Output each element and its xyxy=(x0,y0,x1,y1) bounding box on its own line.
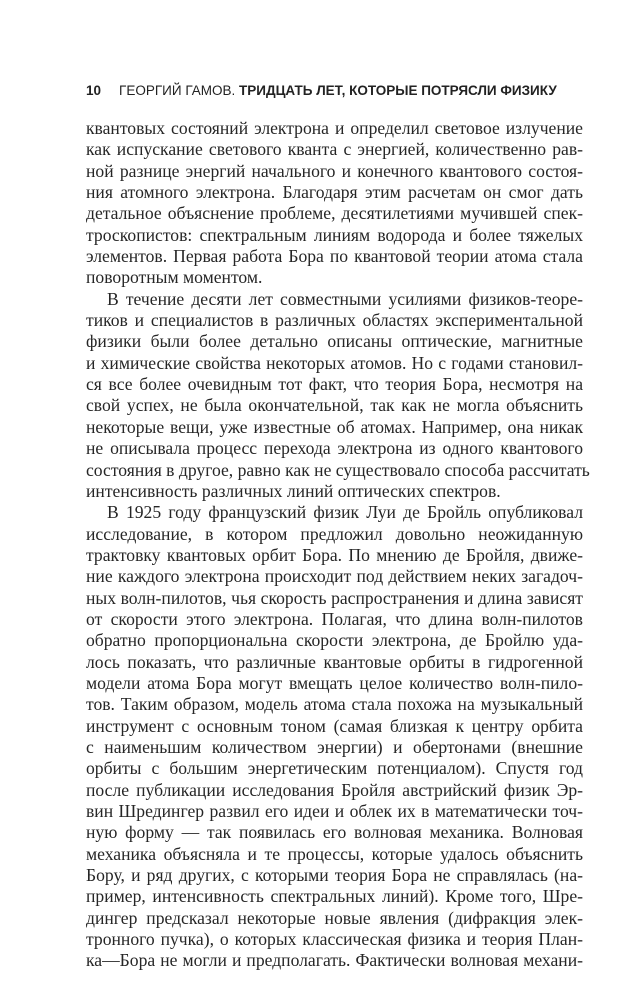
text-line: трактовку квантовых орбит Бора. По мнению де Бройля, движе- xyxy=(86,544,583,565)
text-line: ся все более очевидным тот факт, что теория Бора, несмотря на xyxy=(86,374,583,395)
text-line: обратно пропорциональна скорости электрона, де Бройлю уда- xyxy=(86,630,583,651)
text-line: тов. Таким образом, модель атома стала похожа на музыкальный xyxy=(86,694,583,715)
text-line: орбиты с большим энергетическим потенциалом). Спустя год xyxy=(86,758,583,779)
text-line: и химические свойства некоторых атомов. Но с годами становил- xyxy=(86,352,583,373)
text-line: квантовых состояний электрона и определил световое излучение xyxy=(86,118,583,138)
body-text xyxy=(86,118,590,972)
text-line: поворотным моментом. xyxy=(86,267,263,288)
text-line: ных волн-пилотов, чья скорость распространения и длина зависят xyxy=(86,587,583,608)
paragraph xyxy=(86,118,583,289)
text-line: инструмент с основным тоном (самая близкая к центру орбита xyxy=(86,715,583,736)
text-line: механика объясняла и те процессы, которые удалось объяснить xyxy=(86,843,583,864)
text-line: физики были более детально описаны оптические, магнитные xyxy=(86,331,583,352)
text-line: вин Шредингер развил его идеи и облек их в математически точ- xyxy=(86,801,583,821)
page-number: 10 xyxy=(86,83,102,98)
text-line: детальное объяснение проблеме, десятилетиями мучившей спек- xyxy=(86,203,583,224)
text-line: ную форму — так появилась его волновая механика. Волновая xyxy=(86,822,583,843)
header-author: ГЕОРГИЙ ГАМОВ. xyxy=(119,83,236,98)
text-line: В течение десяти лет совместными усилиями физиков-теоре- xyxy=(107,288,583,309)
text-line: элементов. Первая работа Бора по квантовой теории атома стала xyxy=(86,246,583,267)
text-line: как испускание светового кванта с энергией, количественно рав- xyxy=(86,139,583,160)
text-line: после публикации исследования Бройля австрийский физик Эр- xyxy=(86,779,583,800)
running-header xyxy=(86,83,586,98)
text-line: модели атома Бора могут вмещать целое количество волн-пило- xyxy=(86,672,583,693)
text-line: свой успех, не была окончательной, так как не могла объяснить xyxy=(86,395,583,416)
text-line: с наименьшим количеством энергии) и обертонами (внешние xyxy=(86,736,583,757)
paragraph xyxy=(86,288,590,502)
text-line: интенсивность различных линий оптических спектров. xyxy=(86,480,501,501)
text-line: состояния в другое, равно как не существовало способа рассчитать xyxy=(86,459,590,480)
text-line: некоторые вещи, уже известные об атомах. Например, она никак xyxy=(86,416,583,437)
text-line: тронного пучка), о которых классическая физика и теория План- xyxy=(86,929,583,950)
text-line: не описывала процесс перехода электрона из одного квантового xyxy=(86,438,583,459)
text-line: ния атомного электрона. Благодаря этим расчетам он смог дать xyxy=(86,182,583,203)
text-line: дингер предсказал некоторые новые явления (дифракция элек- xyxy=(86,907,583,928)
text-line: пример, интенсивность спектральных линий). Кроме того, Шре- xyxy=(86,886,583,907)
text-line: исследование, в котором предложил довольно неожиданную xyxy=(86,523,583,544)
paragraph xyxy=(86,502,583,972)
text-line: Бору, и ряд других, с которыми теория Бора не справлялась (на- xyxy=(86,865,583,886)
text-line: лось показать, что различные квантовые орбиты в гидрогенной xyxy=(86,651,583,672)
text-line: ние каждого электрона происходит под действием неких загадоч- xyxy=(86,566,583,587)
text-line: В 1925 году французский физик Луи де Бройль опубликовал xyxy=(107,502,583,523)
header-book-title: ТРИДЦАТЬ ЛЕТ, КОТОРЫЕ ПОТРЯСЛИ ФИЗИКУ xyxy=(239,83,557,98)
text-line: тиков и специалистов в различных областях экспериментальной xyxy=(86,310,583,331)
text-line: ка—Бора не могли и предполагать. Фактически волновая механи- xyxy=(86,950,583,971)
text-line: ной разнице энергий начального и конечного квантового состоя- xyxy=(86,160,583,181)
text-line: от скорости этого электрона. Полагая, что длина волн-пилотов xyxy=(86,608,583,629)
text-line: троскопистов: спектральным линиям водорода и более тяжелых xyxy=(86,224,583,245)
